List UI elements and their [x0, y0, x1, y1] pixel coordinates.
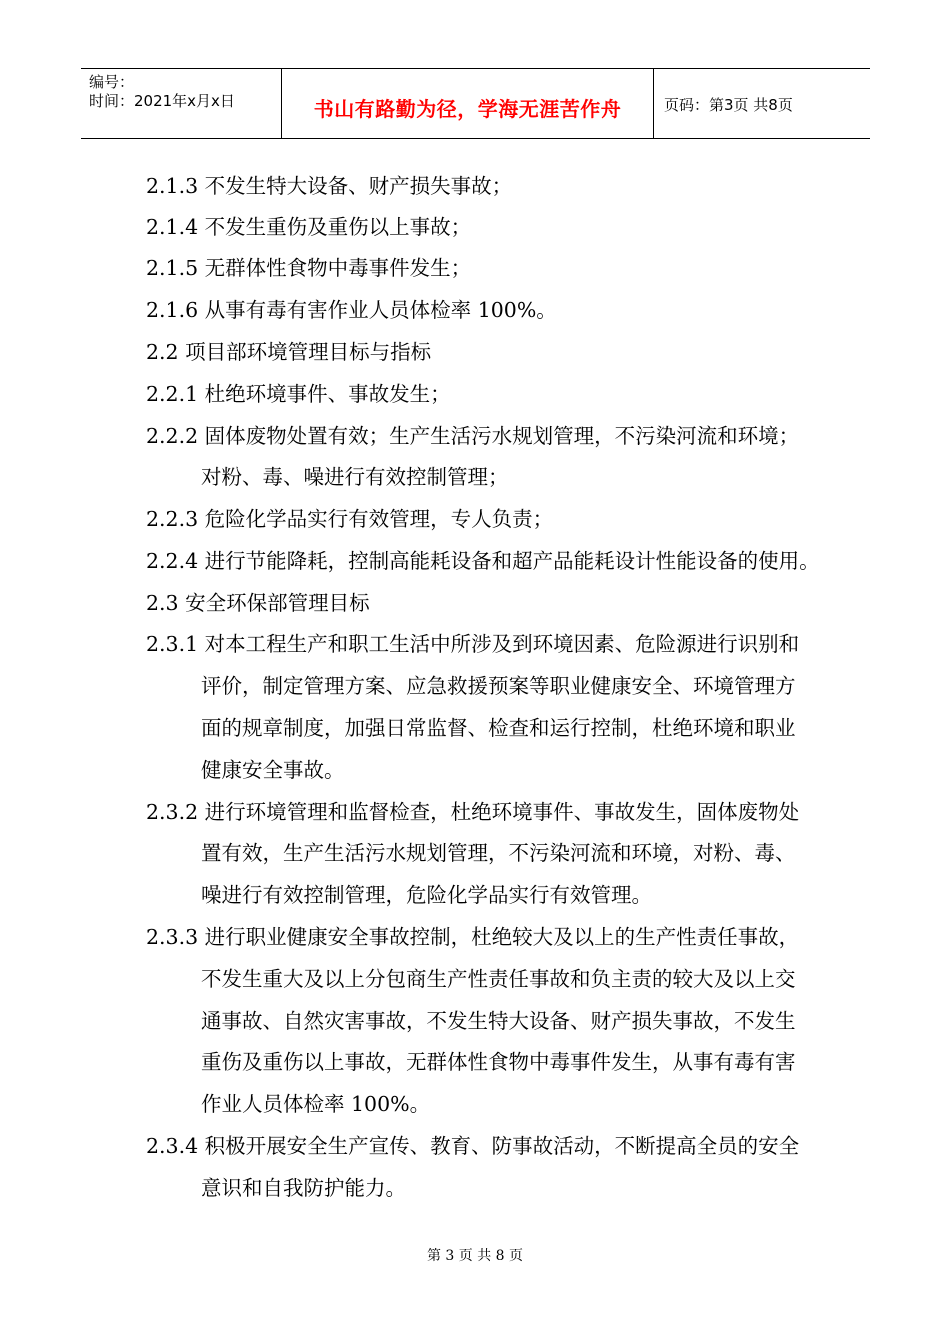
text-line-continuation: 噪进行有效控制管理，危险化学品实行有效管理。	[201, 883, 652, 907]
section-heading: 2.2 项目部环境管理目标与指标	[146, 340, 432, 364]
text-line-continuation: 评价，制定管理方案、应急救援预案等职业健康安全、环境管理方	[201, 674, 796, 698]
text-line-continuation: 面的规章制度，加强日常监督、检查和运行控制，杜绝环境和职业	[201, 716, 796, 740]
text-line-continuation: 置有效，生产生活污水规划管理，不污染河流和环境，对粉、毒、	[201, 841, 796, 865]
text-line-continuation: 健康安全事故。	[201, 758, 345, 782]
text-line: 2.3.3 进行职业健康安全事故控制，杜绝较大及以上的生产性责任事故，	[146, 925, 800, 949]
header-middle-cell	[282, 69, 654, 138]
text-line: 2.1.5 无群体性食物中毒事件发生；	[146, 256, 472, 280]
text-line: 2.2.3 危险化学品实行有效管理，专人负责；	[146, 507, 554, 531]
section-heading: 2.3 安全环保部管理目标	[146, 591, 370, 615]
text-line: 2.3.1 对本工程生产和职工生活中所涉及到环境因素、危险源进行识别和	[146, 632, 800, 656]
text-line-continuation: 重伤及重伤以上事故，无群体性食物中毒事件发生，从事有毒有害	[201, 1050, 796, 1074]
text-line-continuation: 不发生重大及以上分包商生产性责任事故和负主责的较大及以上交	[201, 967, 796, 991]
text-line: 2.2.2 固体废物处置有效；生产生活污水规划管理，不污染河流和环境；	[146, 424, 800, 448]
document-number-label: 编号：	[89, 73, 135, 91]
document-time-label: 时间：2021年x月x日	[89, 92, 235, 110]
header-motto: 书山有路勤为径，学海无涯苦作舟	[313, 97, 622, 121]
text-line-continuation: 对粉、毒、噪进行有效控制管理；	[201, 465, 509, 489]
text-line: 2.2.4 进行节能降耗，控制高能耗设备和超产品能耗设计性能设备的使用。	[146, 549, 820, 573]
text-line: 2.1.6 从事有毒有害作业人员体检率 100%。	[146, 298, 557, 322]
text-line-continuation: 通事故、自然灾害事故，不发生特大设备、财产损失事故，不发生	[201, 1009, 796, 1033]
page-header	[81, 68, 870, 139]
text-line: 2.3.2 进行环境管理和监督检查，杜绝环境事件、事故发生，固体废物处	[146, 800, 800, 824]
text-line: 2.1.3 不发生特大设备、财产损失事故；	[146, 174, 513, 198]
text-line: 2.3.4 积极开展安全生产宣传、教育、防事故活动，不断提高全员的安全	[146, 1134, 800, 1158]
text-line: 2.2.1 杜绝环境事件、事故发生；	[146, 382, 451, 406]
text-line-continuation: 意识和自我防护能力。	[201, 1176, 406, 1200]
header-page-info: 页码：第3页 共8页	[664, 96, 793, 114]
page-footer: 第 3 页 共 8 页	[426, 1248, 524, 1264]
header-right-cell	[654, 69, 870, 138]
header-left-cell	[81, 69, 282, 138]
text-line: 2.1.4 不发生重伤及重伤以上事故；	[146, 215, 472, 239]
text-line-continuation: 作业人员体检率 100%。	[201, 1092, 431, 1116]
